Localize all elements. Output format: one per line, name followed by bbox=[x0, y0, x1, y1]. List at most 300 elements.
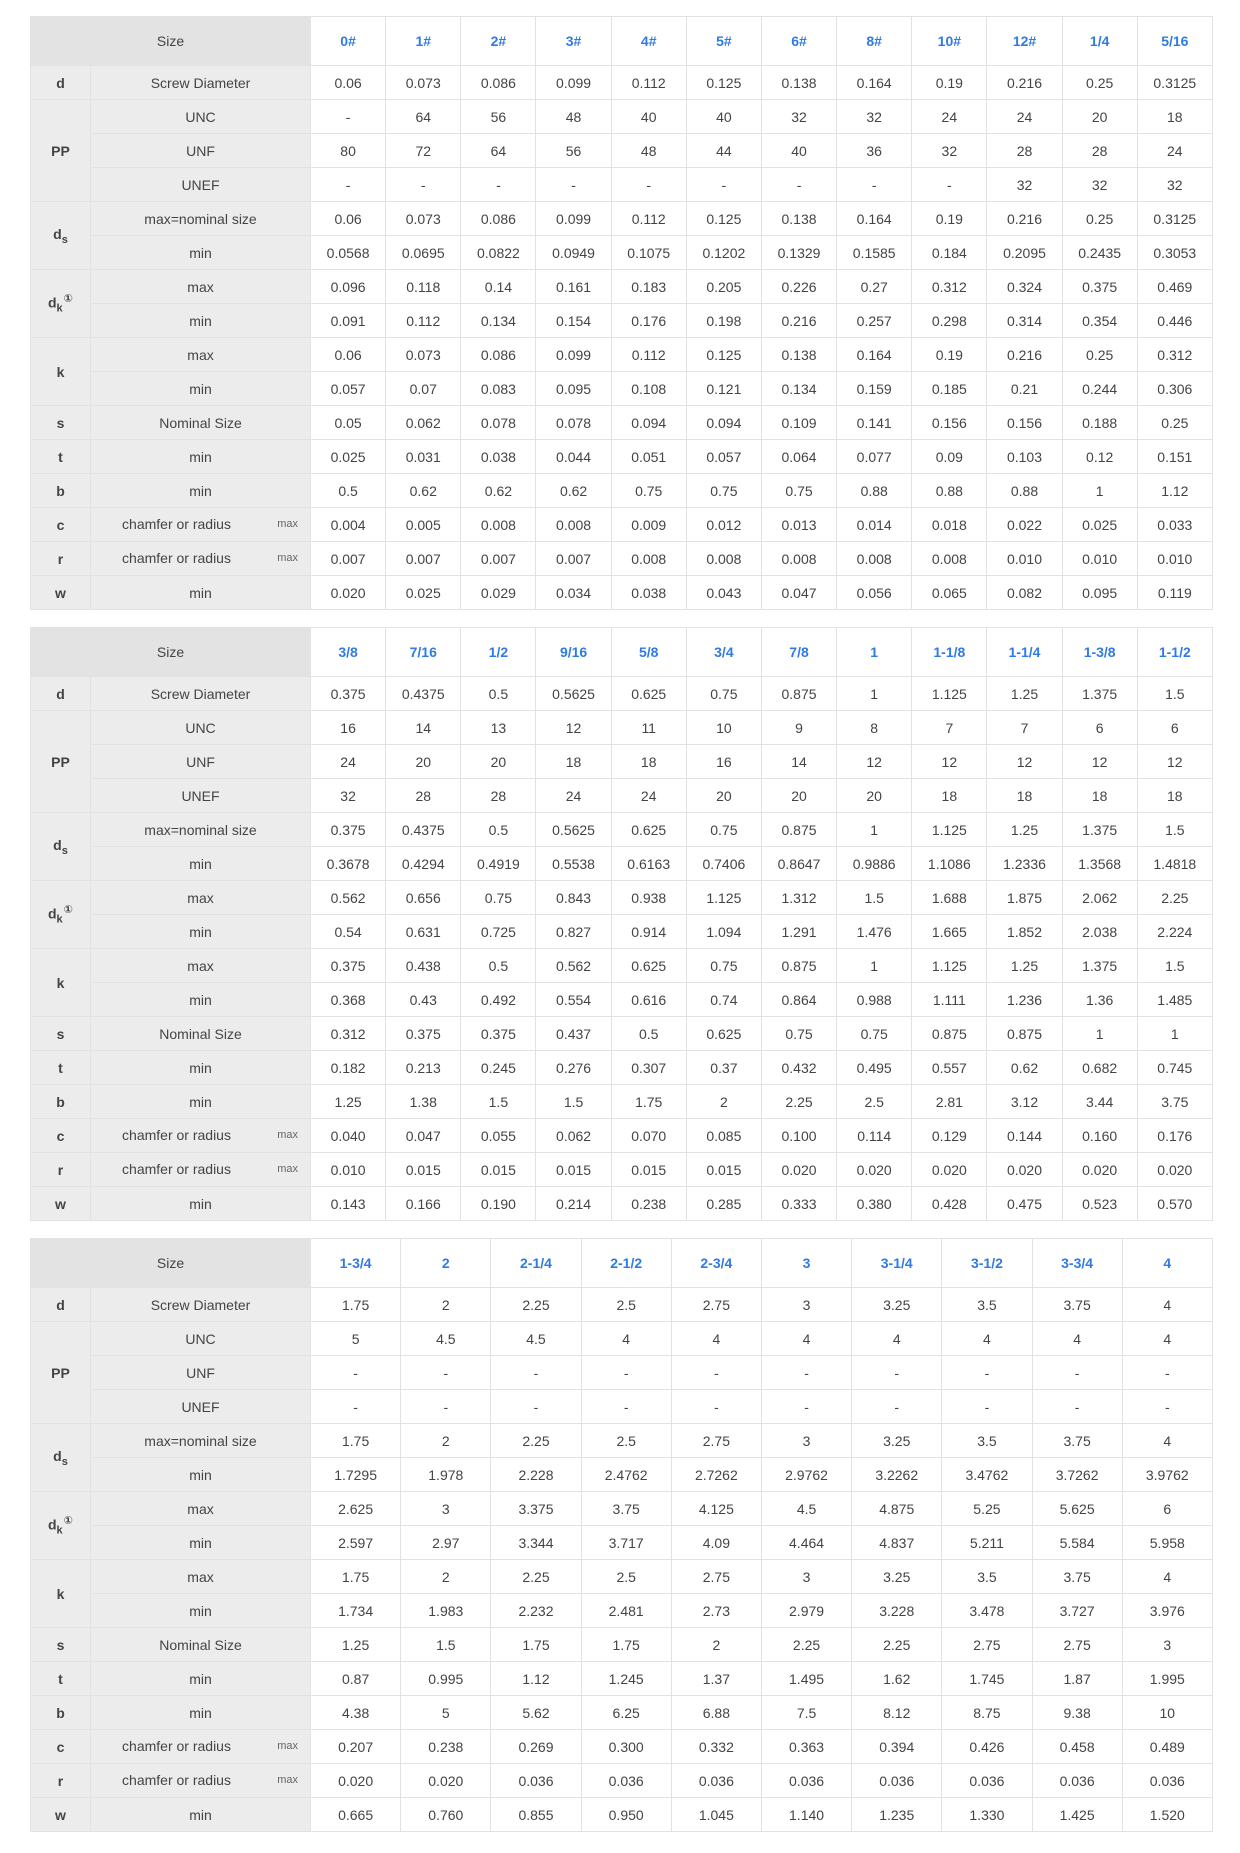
spec-table bbox=[30, 16, 1213, 610]
value-cell: 20 bbox=[461, 745, 536, 779]
value-cell: 0.1329 bbox=[761, 236, 836, 270]
value-cell: 1.852 bbox=[987, 915, 1062, 949]
value-cell: 1.36 bbox=[1062, 983, 1137, 1017]
descriptor-cell: max=nominal size bbox=[91, 1424, 311, 1458]
size-column-header: 3-3/4 bbox=[1032, 1239, 1122, 1288]
table-row bbox=[31, 1390, 1213, 1424]
value-cell: 24 bbox=[611, 779, 686, 813]
value-cell: 0.523 bbox=[1062, 1187, 1137, 1221]
value-cell: 0.154 bbox=[536, 304, 611, 338]
value-cell: 24 bbox=[311, 745, 386, 779]
value-cell: 0.12 bbox=[1062, 440, 1137, 474]
value-cell: 44 bbox=[686, 134, 761, 168]
symbol-cell-dk bbox=[31, 881, 91, 949]
symbol-cell-k: k bbox=[31, 338, 91, 406]
value-cell: 0.038 bbox=[461, 440, 536, 474]
value-cell: 0.625 bbox=[611, 677, 686, 711]
value-cell: 56 bbox=[461, 100, 536, 134]
value-cell: 0.036 bbox=[671, 1764, 761, 1798]
value-cell: 3.717 bbox=[581, 1526, 671, 1560]
symbol-subscript: k bbox=[56, 1524, 63, 1537]
value-cell: 0.428 bbox=[912, 1187, 987, 1221]
value-cell: 0.2095 bbox=[987, 236, 1062, 270]
value-cell: 2 bbox=[401, 1424, 491, 1458]
descriptor-cell bbox=[91, 1730, 311, 1764]
value-cell: 0.438 bbox=[386, 949, 461, 983]
value-cell: 1.1086 bbox=[912, 847, 987, 881]
value-cell: 0.245 bbox=[461, 1051, 536, 1085]
value-cell: 3.4762 bbox=[942, 1458, 1032, 1492]
value-cell: 1.425 bbox=[1032, 1798, 1122, 1832]
value-cell: 0.043 bbox=[686, 576, 761, 610]
table-row bbox=[31, 1424, 1213, 1458]
value-cell: 4.837 bbox=[852, 1526, 942, 1560]
value-cell: 0.298 bbox=[912, 304, 987, 338]
value-cell: 3.75 bbox=[1137, 1085, 1212, 1119]
value-cell: 0.244 bbox=[1062, 372, 1137, 406]
value-cell: 0.184 bbox=[912, 236, 987, 270]
value-cell: - bbox=[942, 1390, 1032, 1424]
descriptor-cell: min bbox=[91, 1526, 311, 1560]
size-column-header: 1-1/2 bbox=[1137, 628, 1212, 677]
size-column-header: 2-1/2 bbox=[581, 1239, 671, 1288]
value-cell: 0.5 bbox=[611, 1017, 686, 1051]
value-cell: 9 bbox=[761, 711, 836, 745]
value-cell: 1.291 bbox=[761, 915, 836, 949]
spec-table-3 bbox=[30, 1238, 1212, 1832]
value-cell: 0.938 bbox=[611, 881, 686, 915]
value-cell: 5.25 bbox=[942, 1492, 1032, 1526]
value-cell: 0.05 bbox=[311, 406, 386, 440]
value-cell: 2.979 bbox=[761, 1594, 851, 1628]
size-column-header: 7/16 bbox=[386, 628, 461, 677]
value-cell: 2.25 bbox=[761, 1085, 836, 1119]
descriptor-cell: min bbox=[91, 236, 311, 270]
table-row bbox=[31, 542, 1213, 576]
value-cell: 0.864 bbox=[761, 983, 836, 1017]
table-row bbox=[31, 881, 1213, 915]
symbol-cell-w: w bbox=[31, 576, 91, 610]
value-cell: 40 bbox=[761, 134, 836, 168]
value-cell: 0.625 bbox=[686, 1017, 761, 1051]
value-cell: 1.125 bbox=[912, 813, 987, 847]
symbol-cell-k: k bbox=[31, 949, 91, 1017]
symbol-cell-t: t bbox=[31, 1662, 91, 1696]
value-cell: 2 bbox=[401, 1288, 491, 1322]
table-row bbox=[31, 1119, 1213, 1153]
value-cell: 0.025 bbox=[1062, 508, 1137, 542]
value-cell: 1.995 bbox=[1122, 1662, 1212, 1696]
value-cell: 0.114 bbox=[837, 1119, 912, 1153]
value-cell: 3.727 bbox=[1032, 1594, 1122, 1628]
value-cell: 12 bbox=[837, 745, 912, 779]
value-cell: 0.1202 bbox=[686, 236, 761, 270]
value-cell: 12 bbox=[987, 745, 1062, 779]
descriptor-cell: UNC bbox=[91, 1322, 311, 1356]
value-cell: 1.094 bbox=[686, 915, 761, 949]
value-cell: 0.238 bbox=[401, 1730, 491, 1764]
symbol-cell-w: w bbox=[31, 1798, 91, 1832]
value-cell: 0.54 bbox=[311, 915, 386, 949]
table-row bbox=[31, 1153, 1213, 1187]
value-cell: 0.025 bbox=[386, 576, 461, 610]
value-cell: 0.070 bbox=[611, 1119, 686, 1153]
table-row bbox=[31, 1458, 1213, 1492]
value-cell: 2.062 bbox=[1062, 881, 1137, 915]
value-cell: 0.312 bbox=[912, 270, 987, 304]
value-cell: 20 bbox=[386, 745, 461, 779]
value-cell: 0.875 bbox=[761, 813, 836, 847]
value-cell: 0.182 bbox=[311, 1051, 386, 1085]
value-cell: - bbox=[761, 1356, 851, 1390]
value-cell: 0.27 bbox=[837, 270, 912, 304]
value-cell: 1.25 bbox=[311, 1628, 401, 1662]
value-cell: 2.75 bbox=[671, 1288, 761, 1322]
value-cell: 0.183 bbox=[611, 270, 686, 304]
value-cell: 28 bbox=[461, 779, 536, 813]
size-column-header: 1-3/8 bbox=[1062, 628, 1137, 677]
size-column-header: 9/16 bbox=[536, 628, 611, 677]
value-cell: 2.5 bbox=[581, 1560, 671, 1594]
value-cell: 1.7295 bbox=[311, 1458, 401, 1492]
value-cell: 1.4818 bbox=[1137, 847, 1212, 881]
value-cell: - bbox=[401, 1356, 491, 1390]
value-cell: 1.734 bbox=[311, 1594, 401, 1628]
value-cell: 0.099 bbox=[536, 202, 611, 236]
value-cell: 0.078 bbox=[461, 406, 536, 440]
descriptor-cell: max bbox=[91, 1560, 311, 1594]
value-cell: 0.156 bbox=[912, 406, 987, 440]
value-cell: 0.085 bbox=[686, 1119, 761, 1153]
descriptor-cell: UNF bbox=[91, 134, 311, 168]
value-cell: 3.9762 bbox=[1122, 1458, 1212, 1492]
value-cell: 9.38 bbox=[1032, 1696, 1122, 1730]
value-cell: 3 bbox=[401, 1492, 491, 1526]
value-cell: 1.25 bbox=[987, 677, 1062, 711]
value-cell: 0.8647 bbox=[761, 847, 836, 881]
value-cell: 0.031 bbox=[386, 440, 461, 474]
value-cell: 0.213 bbox=[386, 1051, 461, 1085]
size-column-header: 8# bbox=[837, 17, 912, 66]
value-cell: 48 bbox=[536, 100, 611, 134]
value-cell: 0.87 bbox=[311, 1662, 401, 1696]
value-cell: 2.75 bbox=[942, 1628, 1032, 1662]
value-cell: 0.005 bbox=[386, 508, 461, 542]
value-cell: 0.129 bbox=[912, 1119, 987, 1153]
value-cell: 0.19 bbox=[912, 338, 987, 372]
value-cell: 0.094 bbox=[611, 406, 686, 440]
value-cell: 1.875 bbox=[987, 881, 1062, 915]
size-column-header: 1# bbox=[386, 17, 461, 66]
value-cell: 0.010 bbox=[1137, 542, 1212, 576]
value-cell: 1.12 bbox=[1137, 474, 1212, 508]
value-cell: 0.4294 bbox=[386, 847, 461, 881]
value-cell: 1.25 bbox=[987, 813, 1062, 847]
symbol-cell-r: r bbox=[31, 542, 91, 576]
value-cell: 0.914 bbox=[611, 915, 686, 949]
value-cell: 3 bbox=[761, 1288, 851, 1322]
value-cell: 0.112 bbox=[611, 202, 686, 236]
value-cell: 1.125 bbox=[912, 677, 987, 711]
table-row bbox=[31, 372, 1213, 406]
value-cell: 32 bbox=[311, 779, 386, 813]
table-row bbox=[31, 1560, 1213, 1594]
value-cell: 0.469 bbox=[1137, 270, 1212, 304]
size-column-header: 1-1/8 bbox=[912, 628, 987, 677]
symbol-cell-w: w bbox=[31, 1187, 91, 1221]
value-cell: 1.5 bbox=[1137, 949, 1212, 983]
value-cell: 3.478 bbox=[942, 1594, 1032, 1628]
value-cell: 4 bbox=[761, 1322, 851, 1356]
value-cell: 0.055 bbox=[461, 1119, 536, 1153]
value-cell: 0.25 bbox=[1062, 66, 1137, 100]
descriptor-cell: min bbox=[91, 1662, 311, 1696]
value-cell: 4.125 bbox=[671, 1492, 761, 1526]
value-cell: 0.375 bbox=[1062, 270, 1137, 304]
value-cell: 1 bbox=[1062, 474, 1137, 508]
value-cell: 0.134 bbox=[761, 372, 836, 406]
value-cell: 0.095 bbox=[1062, 576, 1137, 610]
table-row bbox=[31, 1730, 1213, 1764]
table-row bbox=[31, 406, 1213, 440]
value-cell: 5.62 bbox=[491, 1696, 581, 1730]
value-cell: 0.725 bbox=[461, 915, 536, 949]
value-cell: 1.125 bbox=[686, 881, 761, 915]
value-cell: 1 bbox=[837, 813, 912, 847]
value-cell: 0.015 bbox=[611, 1153, 686, 1187]
table-row bbox=[31, 440, 1213, 474]
value-cell: 6.25 bbox=[581, 1696, 671, 1730]
value-cell: 0.492 bbox=[461, 983, 536, 1017]
value-cell: 7.5 bbox=[761, 1696, 851, 1730]
table-row bbox=[31, 983, 1213, 1017]
value-cell: - bbox=[581, 1356, 671, 1390]
symbol-cell-pp: PP bbox=[31, 711, 91, 813]
value-cell: 12 bbox=[536, 711, 611, 745]
value-cell: 0.007 bbox=[311, 542, 386, 576]
descriptor-cell: Screw Diameter bbox=[91, 677, 311, 711]
symbol-cell-c: c bbox=[31, 1730, 91, 1764]
descriptor-cell: min bbox=[91, 915, 311, 949]
symbol-cell-pp: PP bbox=[31, 100, 91, 202]
value-cell: 0.380 bbox=[837, 1187, 912, 1221]
value-cell: 24 bbox=[1137, 134, 1212, 168]
table-row bbox=[31, 1492, 1213, 1526]
value-cell: 0.09 bbox=[912, 440, 987, 474]
value-cell: 4.5 bbox=[401, 1322, 491, 1356]
value-cell: 3.5 bbox=[942, 1288, 1032, 1322]
value-cell: 0.827 bbox=[536, 915, 611, 949]
value-cell: 0.0568 bbox=[311, 236, 386, 270]
value-cell: 0.214 bbox=[536, 1187, 611, 1221]
value-cell: 0.207 bbox=[311, 1730, 401, 1764]
table-row bbox=[31, 1696, 1213, 1730]
value-cell: 0.4375 bbox=[386, 813, 461, 847]
value-cell: 1.745 bbox=[942, 1662, 1032, 1696]
size-column-header: 3-1/2 bbox=[942, 1239, 1032, 1288]
value-cell: 0.855 bbox=[491, 1798, 581, 1832]
value-cell: 10 bbox=[1122, 1696, 1212, 1730]
value-cell: 0.1585 bbox=[837, 236, 912, 270]
table-row bbox=[31, 202, 1213, 236]
value-cell: 0.036 bbox=[1032, 1764, 1122, 1798]
value-cell: 2.5 bbox=[837, 1085, 912, 1119]
value-cell: - bbox=[837, 168, 912, 202]
value-cell: 0.185 bbox=[912, 372, 987, 406]
descriptor-cell: min bbox=[91, 1187, 311, 1221]
value-cell: 0.036 bbox=[491, 1764, 581, 1798]
value-cell: - bbox=[581, 1390, 671, 1424]
value-cell: 0.682 bbox=[1062, 1051, 1137, 1085]
value-cell: 0.75 bbox=[761, 474, 836, 508]
value-cell: 2.7262 bbox=[671, 1458, 761, 1492]
value-cell: 0.010 bbox=[987, 542, 1062, 576]
value-cell: 3.5 bbox=[942, 1424, 1032, 1458]
descriptor-cell: max=nominal size bbox=[91, 202, 311, 236]
value-cell: 1.37 bbox=[671, 1662, 761, 1696]
value-cell: - bbox=[401, 1390, 491, 1424]
value-cell: 1.75 bbox=[311, 1560, 401, 1594]
table-row bbox=[31, 779, 1213, 813]
value-cell: 2.597 bbox=[311, 1526, 401, 1560]
value-cell: 1.375 bbox=[1062, 813, 1137, 847]
value-cell: 2.81 bbox=[912, 1085, 987, 1119]
value-cell: 4.875 bbox=[852, 1492, 942, 1526]
value-cell: 1.5 bbox=[837, 881, 912, 915]
value-cell: 0.015 bbox=[461, 1153, 536, 1187]
table-row bbox=[31, 1628, 1213, 1662]
value-cell: 1.5 bbox=[401, 1628, 491, 1662]
value-cell: 2.481 bbox=[581, 1594, 671, 1628]
value-cell: 3.375 bbox=[491, 1492, 581, 1526]
value-cell: 0.159 bbox=[837, 372, 912, 406]
value-cell: 0.375 bbox=[311, 813, 386, 847]
value-cell: 1.75 bbox=[311, 1424, 401, 1458]
value-cell: 32 bbox=[912, 134, 987, 168]
value-cell: 28 bbox=[1062, 134, 1137, 168]
value-cell: 0.0949 bbox=[536, 236, 611, 270]
spec-table bbox=[30, 1238, 1213, 1832]
value-cell: 0.656 bbox=[386, 881, 461, 915]
value-cell: 1.25 bbox=[311, 1085, 386, 1119]
footnote-mark: ① bbox=[63, 293, 73, 306]
value-cell: 0.75 bbox=[686, 949, 761, 983]
value-cell: 0.257 bbox=[837, 304, 912, 338]
value-cell: 20 bbox=[686, 779, 761, 813]
table-row bbox=[31, 474, 1213, 508]
value-cell: 5.625 bbox=[1032, 1492, 1122, 1526]
descriptor-qualifier: max bbox=[277, 1740, 299, 1752]
value-cell: 24 bbox=[536, 779, 611, 813]
value-cell: 0.625 bbox=[611, 949, 686, 983]
value-cell: 0.269 bbox=[491, 1730, 581, 1764]
value-cell: 0.554 bbox=[536, 983, 611, 1017]
value-cell: 0.312 bbox=[311, 1017, 386, 1051]
value-cell: 0.166 bbox=[386, 1187, 461, 1221]
value-cell: 0.446 bbox=[1137, 304, 1212, 338]
symbol-cell-ds bbox=[31, 1424, 91, 1492]
value-cell: 12 bbox=[912, 745, 987, 779]
value-cell: - bbox=[852, 1356, 942, 1390]
value-cell: 11 bbox=[611, 711, 686, 745]
value-cell: 0.6163 bbox=[611, 847, 686, 881]
value-cell: 4 bbox=[942, 1322, 1032, 1356]
table-row bbox=[31, 134, 1213, 168]
descriptor-cell: Nominal Size bbox=[91, 406, 311, 440]
table-row bbox=[31, 236, 1213, 270]
value-cell: - bbox=[461, 168, 536, 202]
value-cell: 1.75 bbox=[581, 1628, 671, 1662]
symbol-cell-k: k bbox=[31, 1560, 91, 1628]
value-cell: 0.119 bbox=[1137, 576, 1212, 610]
value-cell: 1.3568 bbox=[1062, 847, 1137, 881]
value-cell: - bbox=[1032, 1390, 1122, 1424]
value-cell: 0.078 bbox=[536, 406, 611, 440]
value-cell: 32 bbox=[1062, 168, 1137, 202]
table-row bbox=[31, 66, 1213, 100]
value-cell: 4 bbox=[671, 1322, 761, 1356]
value-cell: - bbox=[761, 168, 836, 202]
value-cell: 0.285 bbox=[686, 1187, 761, 1221]
value-cell: 3.75 bbox=[1032, 1560, 1122, 1594]
value-cell: 0.1075 bbox=[611, 236, 686, 270]
value-cell: - bbox=[1122, 1356, 1212, 1390]
table-row bbox=[31, 1798, 1213, 1832]
value-cell: 3.25 bbox=[852, 1288, 942, 1322]
symbol-cell-d: d bbox=[31, 677, 91, 711]
value-cell: 2.5 bbox=[581, 1424, 671, 1458]
value-cell: - bbox=[491, 1390, 581, 1424]
value-cell: 0.7406 bbox=[686, 847, 761, 881]
value-cell: 0.276 bbox=[536, 1051, 611, 1085]
symbol-text: d bbox=[47, 1516, 57, 1533]
symbol-cell-b: b bbox=[31, 1085, 91, 1119]
value-cell: 32 bbox=[987, 168, 1062, 202]
table-row bbox=[31, 745, 1213, 779]
value-cell: 0.9886 bbox=[837, 847, 912, 881]
value-cell: 2.4762 bbox=[581, 1458, 671, 1492]
value-cell: 1.125 bbox=[912, 949, 987, 983]
value-cell: 0.038 bbox=[611, 576, 686, 610]
size-column-header: 3/4 bbox=[686, 628, 761, 677]
value-cell: 5.211 bbox=[942, 1526, 1032, 1560]
descriptor-cell bbox=[91, 1764, 311, 1798]
value-cell: 3 bbox=[1122, 1628, 1212, 1662]
value-cell: - bbox=[311, 1356, 401, 1390]
value-cell: 0.056 bbox=[837, 576, 912, 610]
value-cell: 0.083 bbox=[461, 372, 536, 406]
value-cell: 0.74 bbox=[686, 983, 761, 1017]
value-cell: - bbox=[671, 1356, 761, 1390]
value-cell: 1.235 bbox=[852, 1798, 942, 1832]
value-cell: 0.88 bbox=[837, 474, 912, 508]
value-cell: 0.5 bbox=[461, 949, 536, 983]
value-cell: 2.9762 bbox=[761, 1458, 851, 1492]
value-cell: 0.014 bbox=[837, 508, 912, 542]
value-cell: 0.426 bbox=[942, 1730, 1032, 1764]
value-cell: - bbox=[491, 1356, 581, 1390]
symbol-text: d bbox=[53, 225, 62, 242]
value-cell: - bbox=[1032, 1356, 1122, 1390]
value-cell: 3.344 bbox=[491, 1526, 581, 1560]
value-cell: 0.073 bbox=[386, 202, 461, 236]
value-cell: - bbox=[761, 1390, 851, 1424]
size-column-header: 1 bbox=[837, 628, 912, 677]
value-cell: 0.036 bbox=[942, 1764, 1032, 1798]
value-cell: 0.3053 bbox=[1137, 236, 1212, 270]
value-cell: 0.333 bbox=[761, 1187, 836, 1221]
value-cell: 0.121 bbox=[686, 372, 761, 406]
